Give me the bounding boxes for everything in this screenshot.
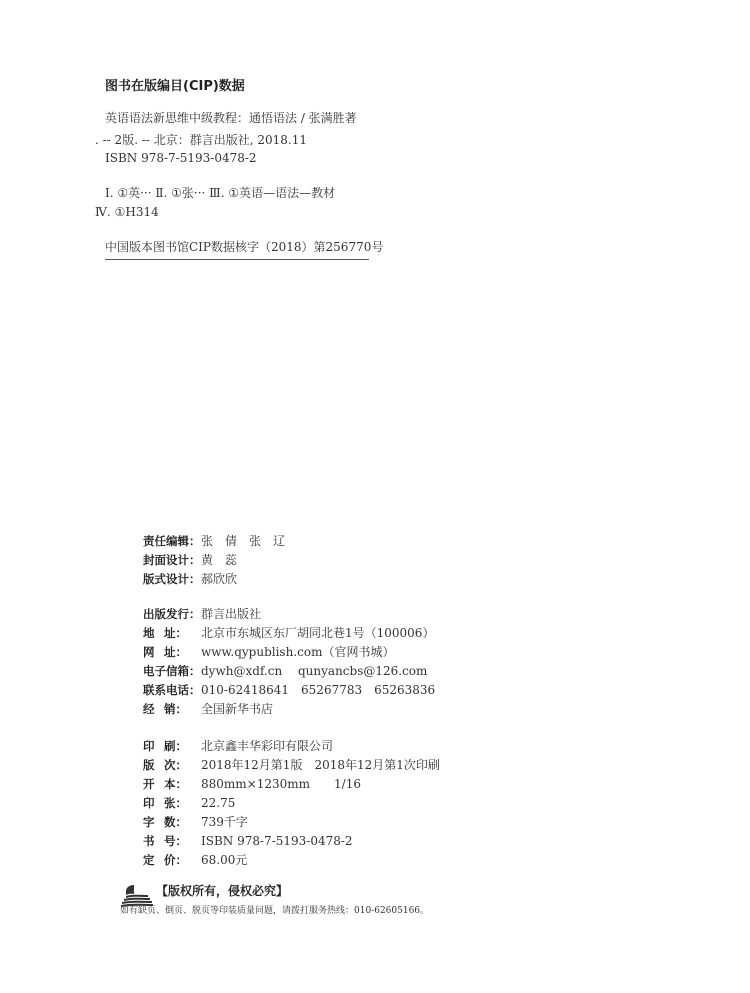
- website-label: 网 址：: [143, 645, 187, 659]
- website-value: www.qypublish.com（官网书城）: [201, 645, 395, 659]
- cip-divider: [105, 259, 369, 260]
- layout-design-label: 版式设计：: [143, 572, 201, 586]
- issuer-row: [143, 605, 440, 624]
- email-value: dywh@xdf.cn qunyancbs@126.com: [201, 664, 428, 678]
- price-label: 定 价：: [143, 853, 187, 867]
- format-value: 880mm×1230mm 1/16: [201, 777, 361, 791]
- printer-row: [143, 737, 440, 756]
- layout-design-row: [143, 570, 440, 589]
- word-count-label: 字 数：: [143, 815, 187, 829]
- cip-isbn-line: ISBN 978-7-5193-0478-2: [105, 151, 257, 165]
- sheets-value: 22.75: [201, 796, 236, 810]
- address-row: [143, 624, 440, 643]
- address-label: 地 址：: [143, 626, 187, 640]
- distributor-row: [143, 700, 440, 719]
- sheets-label: 印 张：: [143, 796, 187, 810]
- edition-value: 2018年12月第1版 2018年12月第1次印刷: [201, 758, 440, 772]
- distributor-label: 经 销：: [143, 702, 187, 716]
- sheets-row: [143, 794, 440, 813]
- email-label: 电子信箱：: [143, 664, 201, 678]
- editor-value: 张 倩 张 辽: [201, 534, 286, 548]
- cover-design-value: 黄 蕊: [201, 553, 238, 567]
- price-row: [143, 851, 440, 870]
- edition-row: [143, 756, 440, 775]
- website-row: [143, 643, 440, 662]
- cover-design-label: 封面设计：: [143, 553, 201, 567]
- copyright-hotline-note: 如有缺页、倒页、脱页等印装质量问题，请拨打服务热线：010-62605166。: [120, 906, 430, 916]
- phone-label: 联系电话：: [143, 683, 201, 697]
- cip-heading: 图书在版编目(CIP)数据: [105, 79, 245, 94]
- issuer-label: 出版发行：: [143, 607, 201, 621]
- issuer-value: 群言出版社: [201, 607, 262, 621]
- email-row: [143, 662, 440, 681]
- cover-design-row: [143, 551, 440, 570]
- edition-label: 版 次：: [143, 758, 187, 772]
- editor-row: [143, 532, 440, 551]
- isbn-row: [143, 832, 440, 851]
- format-row: [143, 775, 440, 794]
- cip-title-line: 英语语法新思维中级教程：通悟语法 / 张满胜著: [105, 111, 357, 125]
- layout-design-value: 郝欣欣: [201, 572, 238, 586]
- editor-label: 责任编辑：: [143, 534, 201, 548]
- format-label: 开 本：: [143, 777, 187, 791]
- isbn-label: 书 号：: [143, 834, 187, 848]
- cip-subject-line-2: Ⅳ. ①H314: [95, 205, 159, 219]
- printer-label: 印 刷：: [143, 739, 187, 753]
- copyright-title: 【版权所有，侵权必究】: [156, 884, 289, 898]
- cip-verification: 中国版本图书馆CIP数据核字（2018）第256770号: [105, 240, 384, 254]
- cip-subject-line-1: Ⅰ. ①英··· Ⅱ. ①张··· Ⅲ. ①英语—语法—教材: [105, 186, 336, 200]
- printer-value: 北京鑫丰华彩印有限公司: [201, 739, 334, 753]
- distributor-value: 全国新华书店: [201, 702, 274, 716]
- word-count-value: 739千字: [201, 815, 248, 829]
- address-value: 北京市东城区东厂胡同北巷1号（100006）: [201, 626, 435, 640]
- cip-edition-line: . -- 2版. -- 北京：群言出版社, 2018.11: [95, 133, 307, 147]
- phone-value: 010-62418641 65267783 65263836: [201, 683, 436, 697]
- phone-row: [143, 681, 440, 700]
- publication-details: [143, 532, 440, 870]
- price-value: 68.00元: [201, 853, 248, 867]
- isbn-value: ISBN 978-7-5193-0478-2: [201, 834, 353, 848]
- word-count-row: [143, 813, 440, 832]
